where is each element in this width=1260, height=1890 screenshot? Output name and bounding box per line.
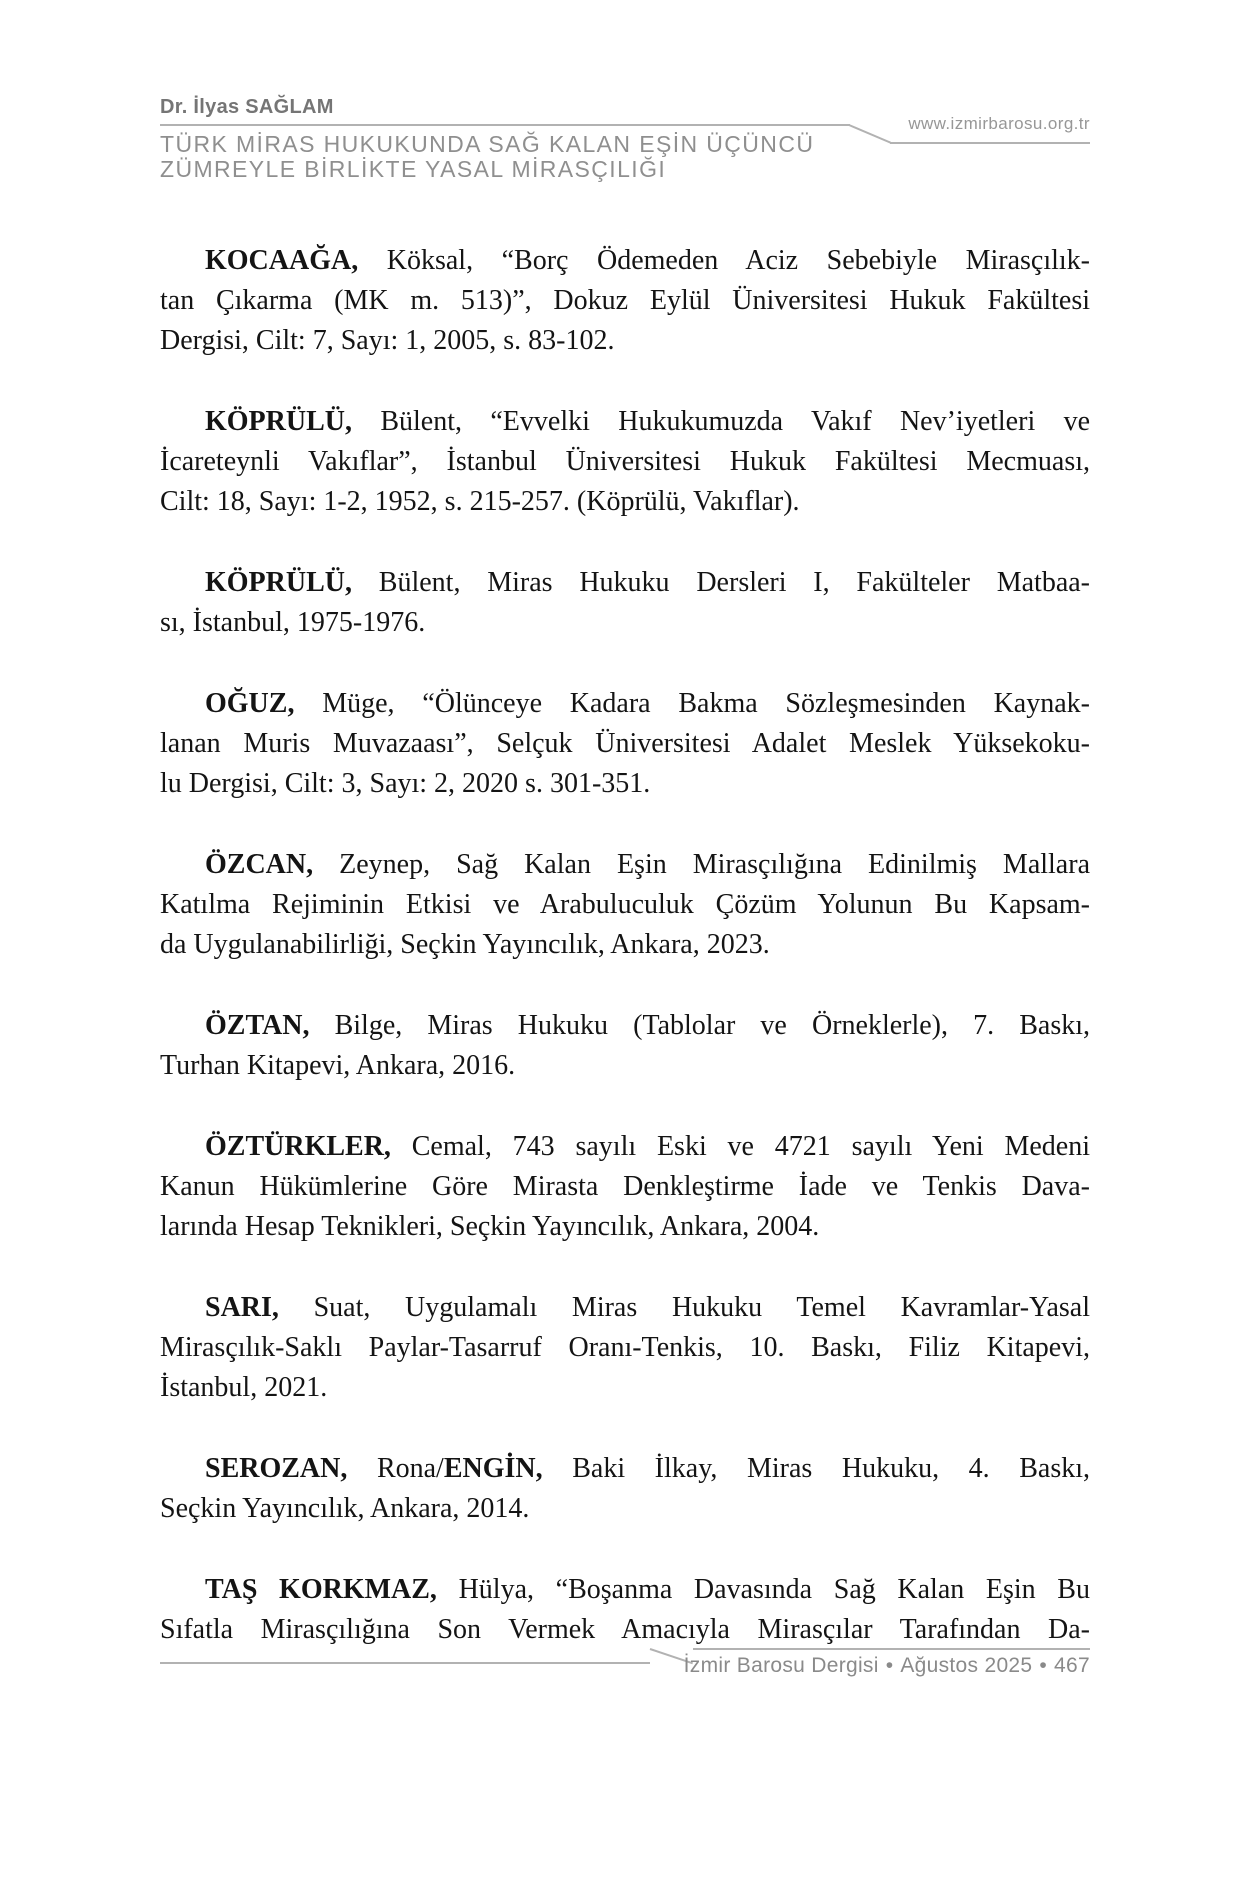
entry-text: Baki İlkay, Miras Hukuku, 4. Baskı, [542,1453,1091,1484]
entry-line [160,845,1090,885]
entry-text: Rona/ [347,1453,444,1484]
bibliography-entry [160,684,1090,804]
entry-text: Bilge, Miras Hukuku (Tablolar ve Örneklerle), 7. Baskı, [309,1010,1090,1041]
author-surname: TAŞ KORKMAZ, [205,1574,437,1605]
article-title-line-1: TÜRK MİRAS HUKUKUNDA SAĞ KALAN EŞİN ÜÇÜNCÜ [160,131,815,157]
bibliography-entry [160,1288,1090,1408]
entry-line [160,1489,1090,1529]
entry-line [160,1368,1090,1408]
entry-text: Müge, “Ölünceye Kadara Bakma Sözleşmesinden Kaynak- [294,688,1090,719]
entry-text: Sıfatla Mirasçılığına Son Vermek Amacıyla Mirasçılar Tarafından Da- [160,1614,1090,1645]
entry-line [160,1570,1090,1610]
entry-line [160,241,1090,281]
bibliography-entry [160,1127,1090,1247]
bibliography-entry [160,1449,1090,1529]
entry-line [160,1207,1090,1247]
author-underline [160,124,850,126]
entry-text: Kanun Hükümlerine Göre Mirasta Denkleştirme İade ve Tenkis Dava- [160,1171,1090,1202]
entry-line [160,684,1090,724]
journal-name: İzmir Barosu Dergisi [683,1654,879,1677]
entry-line [160,1046,1090,1086]
bibliography-entry [160,845,1090,965]
footer-text [490,1654,1090,1678]
entry-text: Köksal, “Borç Ödemeden Aciz Sebebiyle Mirasçılık- [358,245,1090,276]
entry-text: Bülent, Miras Hukuku Dersleri I, Fakülteler Matbaa- [352,567,1090,598]
entry-text: Dergisi, Cilt: 7, Sayı: 1, 2005, s. 83-102. [160,325,615,356]
website-url: www.izmirbarosu.org.tr [908,114,1090,133]
entry-line [160,724,1090,764]
entry-text: İstanbul, 2021. [160,1372,328,1403]
entry-line [160,442,1090,482]
entry-line [160,885,1090,925]
bibliography-entry [160,1570,1090,1650]
entry-line [160,925,1090,965]
author-surname: SARI, [205,1292,279,1323]
footer-separator: • [1039,1654,1048,1677]
footer-rule-right [693,1648,1090,1650]
entry-line [160,563,1090,603]
bibliography-entry [160,1006,1090,1086]
entry-line [160,764,1090,804]
entry-text: larında Hesap Teknikleri, Seçkin Yayıncılık, Ankara, 2004. [160,1211,820,1242]
entry-text: Bülent, “Evvelki Hukukumuzda Vakıf Nev’iyetleri ve [352,406,1090,437]
entry-line [160,1328,1090,1368]
website-underline [890,142,1090,144]
entry-line [160,1449,1090,1489]
entry-line [160,1127,1090,1167]
author-surname: KÖPRÜLÜ, [205,567,352,598]
author-surname: OĞUZ, [205,688,295,719]
author-surname: ÖZTAN, [205,1010,310,1041]
entry-line [160,482,1090,522]
entry-text: lu Dergisi, Cilt: 3, Sayı: 2, 2020 s. 301-351. [160,768,651,799]
entry-text: Mirasçılık-Saklı Paylar-Tasarruf Oranı-Tenkis, 10. Baskı, Filiz Kitapevi, [160,1332,1090,1363]
footer-separator: • [885,1654,894,1677]
entry-text: Katılma Rejiminin Etkisi ve Arabuluculuk Çözüm Yolunun Bu Kapsam- [160,889,1090,920]
entry-line [160,1006,1090,1046]
entry-text: lanan Muris Muvazaası”, Selçuk Üniversitesi Adalet Meslek Yüksekoku- [160,728,1090,759]
page-number: 467 [1054,1654,1090,1677]
bibliography [160,241,1090,1691]
entry-line [160,402,1090,442]
issue-date: Ağustos 2025 [900,1654,1033,1677]
entry-text: Hülya, “Boşanma Davasında Sağ Kalan Eşin Bu [436,1574,1090,1605]
author-surname: KOCAAĞA, [205,245,359,276]
entry-line [160,1610,1090,1650]
entry-line [160,603,1090,643]
entry-text: Suat, Uygulamalı Miras Hukuku Temel Kavramlar-Yasal [278,1292,1090,1323]
entry-text: Seçkin Yayıncılık, Ankara, 2014. [160,1493,530,1524]
entry-text: Cilt: 18, Sayı: 1-2, 1952, s. 215-257. (Köprülü, Vakıflar). [160,486,800,517]
author-surname: KÖPRÜLÜ, [205,406,352,437]
article-title-line-2: ZÜMREYLE BİRLİKTE YASAL MİRASÇILIĞI [160,156,667,182]
author-surname: ENGİN, [443,1453,543,1484]
author-surname: ÖZCAN, [205,849,314,880]
author-surname: ÖZTÜRKLER, [205,1131,391,1162]
entry-line [160,1167,1090,1207]
entry-line [160,1288,1090,1328]
entry-line [160,281,1090,321]
entry-text: Cemal, 743 sayılı Eski ve 4721 sayılı Yeni Medeni [390,1131,1090,1162]
entry-text: İcareteynli Vakıflar”, İstanbul Üniversitesi Hukuk Fakültesi Mecmuası, [160,446,1090,477]
bibliography-entry [160,402,1090,522]
entry-text: Turhan Kitapevi, Ankara, 2016. [160,1050,516,1081]
author-name: Dr. İlyas SAĞLAM [160,96,334,118]
bibliography-entry [160,563,1090,643]
entry-text: sı, İstanbul, 1975-1976. [160,607,426,638]
entry-text: da Uygulanabilirliği, Seçkin Yayıncılık, Ankara, 2023. [160,929,770,960]
entry-line [160,321,1090,361]
entry-text: Zeynep, Sağ Kalan Eşin Mirasçılığına Edinilmiş Mallara [313,849,1090,880]
entry-text: tan Çıkarma (MK m. 513)”, Dokuz Eylül Üniversitesi Hukuk Fakültesi [160,285,1090,316]
author-surname: SEROZAN, [205,1453,348,1484]
bibliography-entry [160,241,1090,361]
